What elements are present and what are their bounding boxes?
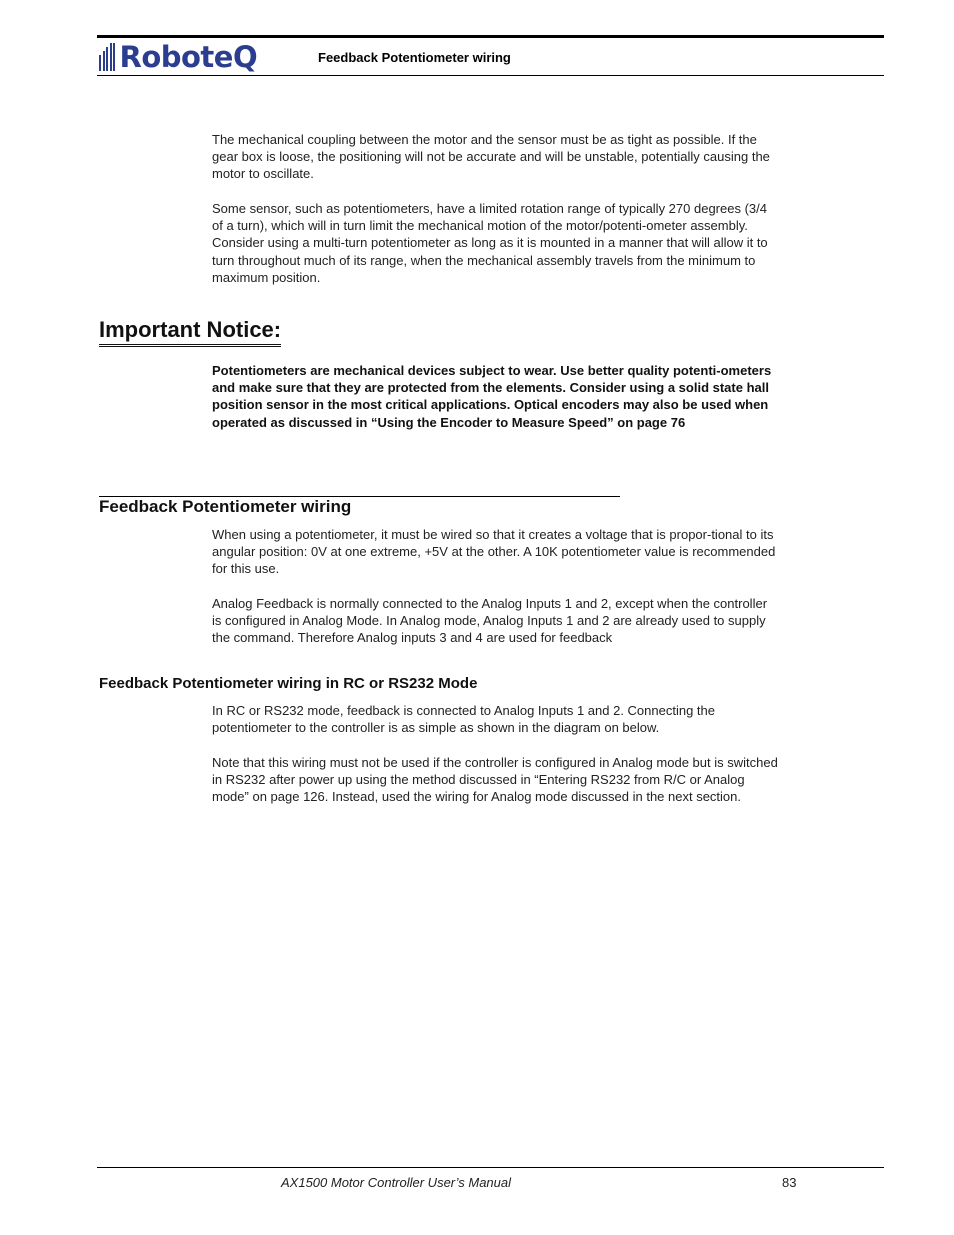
intro-paragraph-2: Some sensor, such as potentiometers, have a limited rotation range of typically 270 degrees (3/4 of a turn), which will in turn limit the mechanical motion of the motor/potenti-ometer assembly. Consider using a multi-turn potentiometer as long as it is mounted in a manner that will allow it to turn throughout much of its range, when the mechanical assembly travels from the minimum to maximum position. xyxy=(212,201,768,285)
notice-heading: Important Notice: xyxy=(99,316,281,347)
header-rule-bottom xyxy=(97,75,884,76)
subsection-heading: Feedback Potentiometer wiring in RC or RS232 Mode xyxy=(99,675,478,692)
roboteq-logo xyxy=(99,40,257,74)
intro-paragraph-1: The mechanical coupling between the motor and the sensor must be as tight as possible. If the gear box is loose, the positioning will not be accurate and will be unstable, potentially causing the motor to oscillate. xyxy=(212,132,770,182)
page-number: 83 xyxy=(782,1175,797,1190)
footer-manual-title: AX1500 Motor Controller User’s Manual xyxy=(281,1175,512,1190)
footer-rule xyxy=(97,1167,884,1168)
logo-text: RoboteQ xyxy=(119,40,258,74)
subsection-paragraph-2: Note that this wiring must not be used if the controller is configured in Analog mode but is switched in RS232 after power up using the method discussed in “Entering RS232 from R/C or Analog mode” on page 126. Instead, used the wiring for Analog mode discussed in the next section. xyxy=(212,755,778,805)
section-paragraph-1: When using a potentiometer, it must be wired so that it creates a voltage that is propor-tional to its angular position: 0V at one extreme, +5V at the other. A 10K potentiometer value is recommended for this use. xyxy=(212,527,776,577)
subsection-paragraph-1: In RC or RS232 mode, feedback is connected to Analog Inputs 1 and 2. Connecting the potentiometer to the controller is as simple as shown in the diagram on below. xyxy=(212,703,715,736)
section-heading: Feedback Potentiometer wiring xyxy=(99,497,352,516)
section-paragraph-2: Analog Feedback is normally connected to the Analog Inputs 1 and 2, except when the controller is configured in Analog Mode. In Analog mode, Analog Inputs 1 and 2 are already used to supply the command. Therefore Analog inputs 3 and 4 are used for feedback xyxy=(212,596,768,646)
logo-bars-icon xyxy=(99,43,117,71)
running-header-title: Feedback Potentiometer wiring xyxy=(318,50,511,65)
header-rule xyxy=(97,35,884,38)
notice-text: Potentiometers are mechanical devices subject to wear. Use better quality potenti-ometers and make sure that they are protected from the elements. Consider using a solid state hall position sensor in the most critical applications. Optical encoders may also be used when operated as discussed in “Using the Encoder to Measure Speed” on page 76 xyxy=(212,363,772,430)
